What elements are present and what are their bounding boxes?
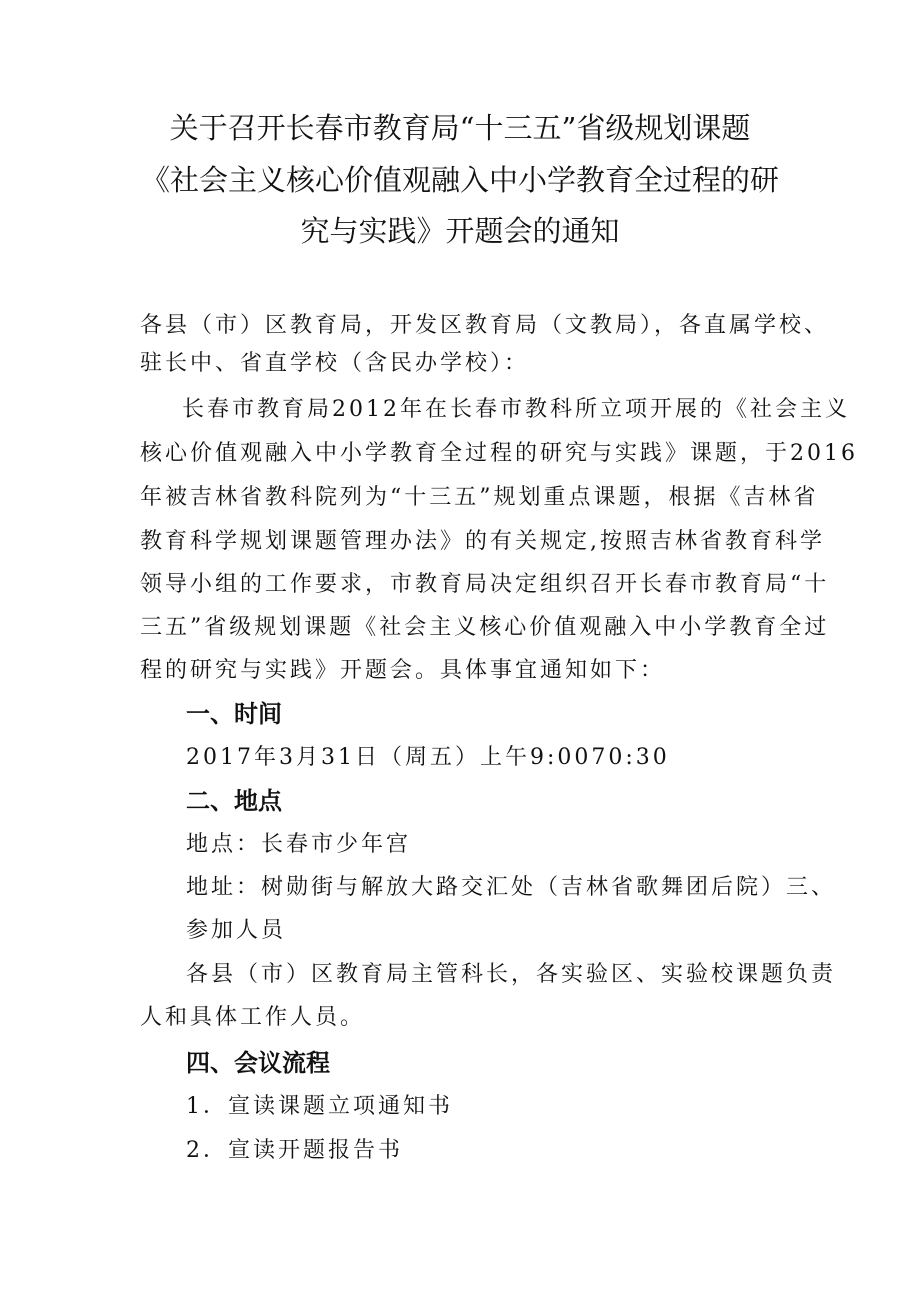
salutation-line-1: 各县（市）区教育局，开发区教育局（文教局），各直属学校、 bbox=[140, 313, 830, 338]
intro-line-7: 程的研究与实践》开题会。具体事宜通知如下： bbox=[140, 658, 666, 683]
intro-line-2: 核心价值观融入中小学教育全过程的研究与实践》课题，于2016 bbox=[140, 441, 858, 466]
agenda-item-2: 2．宣读开题报告书 bbox=[186, 1138, 403, 1163]
intro-line-5: 领导小组的工作要求，市教育局决定组织召开长春市教育局“十 bbox=[140, 572, 830, 597]
meeting-place: 地点：长春市少年宫 bbox=[186, 832, 412, 857]
section-heading-agenda: 四、会议流程 bbox=[186, 1049, 330, 1077]
participants-line-1: 各县（市）区教育局主管科长，各实验区、实验校课题负责 bbox=[186, 962, 837, 987]
salutation-line-2: 驻长中、省直学校（含民办学校）： bbox=[140, 351, 530, 376]
section-heading-location: 二、地点 bbox=[186, 787, 282, 815]
document-title-line-1: 关于召开长春市教育局“十三五”省级规划课题 bbox=[169, 111, 751, 145]
intro-line-6: 三五”省级规划课题《社会主义核心价值观融入中小学教育全过 bbox=[140, 615, 830, 640]
intro-line-4: 教育科学规划课题管理办法》的有关规定,按照吉林省教育科学 bbox=[140, 529, 825, 554]
meeting-address-line-1: 地址：树勋街与解放大路交汇处（吉林省歌舞团后院）三、 bbox=[186, 875, 837, 900]
meeting-time: 2017年3月31日（周五）上午9:0070:30 bbox=[186, 745, 670, 770]
intro-line-1: 长春市教育局2012年在长春市教科所立项开展的《社会主义 bbox=[182, 397, 850, 422]
agenda-item-1: 1．宣读课题立项通知书 bbox=[186, 1094, 453, 1119]
section-heading-time: 一、时间 bbox=[186, 700, 282, 728]
intro-line-3: 年被吉林省教科院列为“十三五”规划重点课题，根据《吉林省 bbox=[140, 485, 819, 510]
document-title-line-2: 《社会主义核心价值观融入中小学教育全过程的研 bbox=[140, 163, 779, 197]
participants-line-2: 人和具体工作人员。 bbox=[140, 1005, 366, 1030]
document-title-line-3: 究与实践》开题会的通知 bbox=[300, 214, 620, 248]
meeting-address-line-2: 参加人员 bbox=[186, 918, 287, 943]
